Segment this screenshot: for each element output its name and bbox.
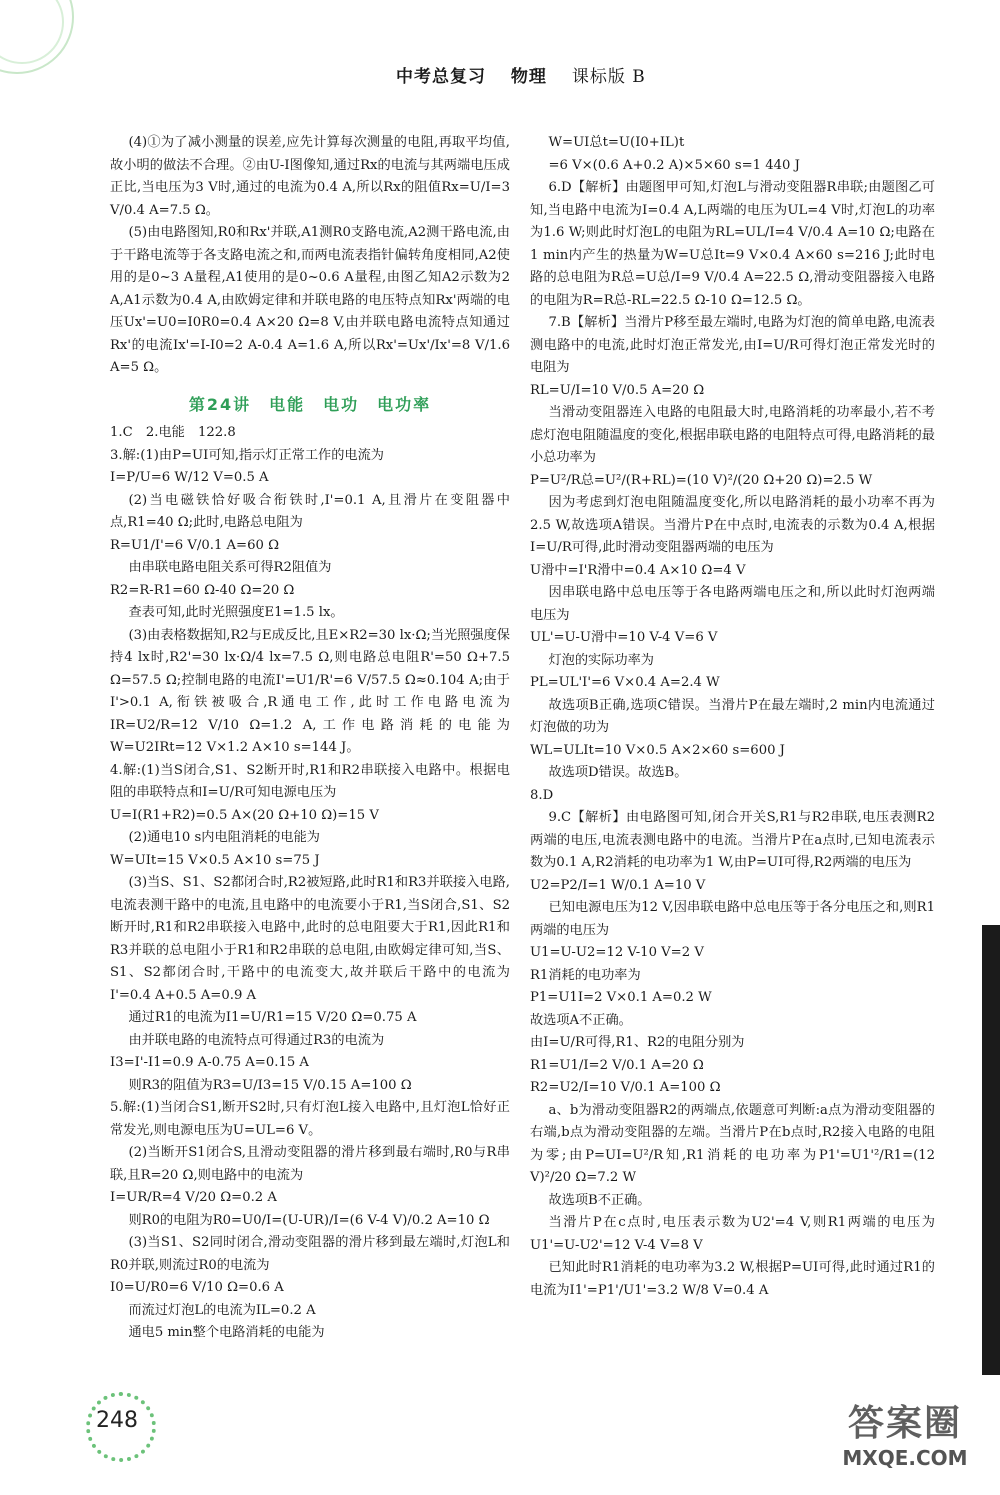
page-edge-tab	[982, 925, 1000, 1375]
formula-line: U1=U-U2=12 V-10 V=2 V	[530, 945, 704, 960]
text-line: 由并联电路的电流特点可得通过R3的电流为	[128, 1032, 385, 1048]
page-number: 248	[96, 1408, 138, 1433]
text-line: 故选项B不正确。	[548, 1192, 651, 1208]
running-header	[396, 62, 664, 87]
text-line: 已知电源电压为12 V,因串联电路中总电压等于各分电压之和,则R1两端的电压为	[530, 900, 935, 938]
text-line: 3.解:(1)由P=UI可知,指示灯正常工作的电流为	[110, 447, 384, 463]
text-line: 而流过灯泡L的电流为IL=0.2 A	[128, 1302, 316, 1318]
formula-line: P1=U1I=2 V×0.1 A=0.2 W	[530, 990, 712, 1005]
formula-line: I3=I'-I1=0.9 A-0.75 A=0.15 A	[110, 1055, 309, 1070]
text-line: (2)当断开S1闭合S,且滑动变阻器的滑片移到最右端时,R0与R串联,且R=20 Ω,则电路中的电流为	[110, 1145, 510, 1183]
text-line: (5)由电路图知,R0和Rx'并联,A1测R0支路电流,A2测干路电流,由于干路电流等于各支路电流之和,而两电流表指针偏转角度相同,A2使用的是0~3 A量程,A1使用的是0~0.6 A量程,由图乙知A2示数为2 A,A1示数为0.4 A,由欧姆定律和并联电路的电压特点知Rx'两端的电压Ux'=U0=I0R0=0.4 A×20 Ω=8 V,由并联电路电流特点知通过Rx'的电流Ix'=I-I0=2 A-0.4 A=1.6 A,所以Rx'=Ux'/Ix'=8 V/1.6 A=5 Ω。	[110, 225, 515, 375]
header-book: 中考总复习	[396, 67, 486, 87]
text-line: R1消耗的电功率为	[530, 967, 641, 983]
formula-line: W=UIt=15 V×0.5 A×10 s=75 J	[110, 852, 320, 868]
text-line: 当滑动变阻器连入电路的电阻最大时,电路消耗的功率最小,若不考虑灯泡电阻随温度的变化,根据串联电路的电阻特点可得,电路消耗的最小总功率为	[530, 405, 935, 465]
text-line: 因串联电路中总电压等于各电路两端电压之和,所以此时灯泡两端电压为	[530, 585, 935, 623]
text-line: 6.D【解析】由题图甲可知,灯泡L与滑动变阻器R串联;由题图乙可知,当电路中电流为I=0.4 A,L两端的电压为UL=4 V时,灯泡L的功率为1.6 W;则此时灯泡L的电阻为RL=UL/I=4 V/0.4 A=10 Ω;电路在1 min内产生的热量为W=U总It=9 V×0.4 A×60 s=216 J;此时电路的总电阻为R总=U总/I=9 V/0.4 A=22.5 Ω,滑动变阻器接入电路的电阻为R=R总-RL=22.5 Ω-10 Ω=12.5 Ω。	[530, 180, 935, 308]
text-line: 由I=U/R可得,R1、R2的电阻分别为	[530, 1035, 745, 1050]
text-line: 由串联电路电阻关系可得R2阻值为	[128, 560, 332, 575]
right-column	[530, 132, 940, 1302]
text-line: 已知此时R1消耗的电功率为3.2 W,根据P=UI可得,此时通过R1的电流为I1'=P1'/U1'=3.2 W/8 V=0.4 A	[530, 1260, 935, 1298]
text-line: (3)当S1、S2同时闭合,滑动变阻器的滑片移到最左端时,灯泡L和R0并联,则流过R0的电流为	[110, 1235, 510, 1273]
formula-line: R=U1/I'=6 V/0.1 A=60 Ω	[110, 537, 280, 553]
left-column	[110, 132, 515, 1345]
formula-line: PL=UL'I'=6 V×0.4 A=2.4 W	[530, 675, 720, 690]
header-subject: 物理	[510, 67, 547, 87]
text-line: (3)当S、S1、S2都闭合时,R2被短路,此时R1和R3并联接入电路,电流表测干路中的电流,且电路中的电流要小于R1,当S闭合,S1、S2断开时,R1和R2串联接入电路中,此时的总电阻要大于R1,因此R1和R3并联的总电阻小于R1和R2串联的总电阻,由欧姆定律可知,当S、S1、S2都闭合时,干路中的电流变大,故并联后干路中的电流为I'=0.4 A+0.5 A=0.9 A	[110, 875, 510, 1003]
watermark-logo	[820, 1395, 990, 1470]
formula-line: R1=U1/I=2 V/0.1 A=20 Ω	[530, 1057, 704, 1073]
text-line: 5.解:(1)当闭合S1,断开S2时,只有灯泡L接入电路中,且灯泡L恰好正常发光,则电源电压为U=UL=6 V。	[110, 1100, 510, 1138]
formula-line: R2=U2/I=10 V/0.1 A=100 Ω	[530, 1080, 721, 1095]
formula-line: R2=R-R1=60 Ω-40 Ω=20 Ω	[110, 582, 295, 598]
text-line: 查表可知,此时光照强度E1=1.5 lx。	[128, 605, 344, 620]
text-line: 8.D	[530, 787, 554, 803]
header-version: 课标版 B	[571, 67, 646, 87]
formula-line: P=U²/R总=U²/(R+RL)=(10 V)²/(20 Ω+20 Ω)=2.5 W	[530, 472, 873, 488]
formula-line: I=UR/R=4 V/20 Ω=0.2 A	[110, 1190, 277, 1205]
watermark-url: MXQE.COM	[842, 1446, 968, 1470]
formula-line: RL=U/I=10 V/0.5 A=20 Ω	[530, 382, 705, 398]
formula-line: U=I(R1+R2)=0.5 A×(20 Ω+10 Ω)=15 V	[110, 807, 379, 823]
formula-line: U滑中=I'R滑中=0.4 A×10 Ω=4 V	[530, 562, 746, 578]
formula-line: W=UI总t=U(I0+IL)t	[548, 135, 685, 150]
watermark-glyphs: 答案圈	[847, 1403, 962, 1444]
text-line: 故选项B正确,选项C错误。当滑片P在最左端时,2 min内电流通过灯泡做的功为	[530, 697, 935, 735]
text-line: 通电5 min整个电路消耗的电能为	[128, 1325, 325, 1340]
formula-line: I0=U/R0=6 V/10 Ω=0.6 A	[110, 1280, 284, 1295]
text-line: 故选项A不正确。	[530, 1012, 632, 1028]
formula-line: I=P/U=6 W/12 V=0.5 A	[110, 470, 269, 485]
text-line: 则R3的阻值为R3=U/I3=15 V/0.15 A=100 Ω	[128, 1077, 412, 1093]
text-line: 当滑片P在c点时,电压表示数为U2'=4 V,则R1两端的电压为U1'=U-U2'=12 V-4 V=8 V	[530, 1215, 935, 1253]
text-line: (3)由表格数据知,R2与E成反比,且E×R2=30 lx·Ω;当光照强度保持4 lx时,R2'=30 lx·Ω/4 lx=7.5 Ω,则电路总电阻R'=50 Ω+7.5 Ω=57.5 Ω;控制电路的电流I'=U1/R'=6 V/57.5 Ω≈0.104 A;由于I'>0.1 A,衔铁被吸合,R通电工作,此时工作电路电流为IR=U2/R=12 V/10 Ω=1.2 A,工作电路消耗的电能为W=U2IRt=12 V×1.2 A×10 s=144 J。	[110, 627, 515, 755]
text-line: (2)通电10 s内电阻消耗的电能为	[128, 830, 320, 845]
text-line: 故选项D错误。故选B。	[548, 765, 688, 780]
text-line: 因为考虑到灯泡电阻随温度变化,所以电路消耗的最小功率不再为2.5 W,故选项A错误。当滑片P在中点时,电流表的示数为0.4 A,根据I=U/R可得,此时滑动变阻器两端的电压为	[530, 495, 935, 555]
text-line: 则R0的电阻为R0=U0/I=(U-UR)/I=(6 V-4 V)/0.2 A=10 Ω	[128, 1212, 490, 1228]
text-line: (2)当电磁铁恰好吸合衔铁时,I'=0.1 A,且滑片在变阻器中点,R1=40 Ω;此时,电路总电阻为	[110, 492, 510, 530]
text-line: a、b为滑动变阻器R2的两端点,依题意可判断:a点为滑动变阻器的右端,b点为滑动变阻器的左端。当滑片P在b点时,R2接入电路的电阻为零;由P=UI=U²/R知,R1消耗的电功率为P1'=U1'²/R1=(12 V)²/20 Ω=7.2 W	[530, 1102, 940, 1185]
text-line: 通过R1的电流为I1=U/R1=15 V/20 Ω=0.75 A	[128, 1010, 417, 1025]
text-line: 7.B【解析】当滑片P移至最左端时,电路为灯泡的简单电路,电流表测电路中的电流,此时灯泡正常发光,由I=U/R可得灯泡正常发光时的电阻为	[530, 315, 935, 375]
formula-line: UL'=U-U滑中=10 V-4 V=6 V	[530, 630, 718, 645]
section-title: 第24讲 电能 电功 电功率	[188, 394, 432, 414]
formula-line: U2=P2/I=1 W/0.1 A=10 V	[530, 877, 706, 893]
text-line: 灯泡的实际功率为	[548, 652, 654, 668]
text-line: (4)①为了减小测量的误差,应先计算每次测量的电阻,再取平均值,故小明的做法不合理。②由U-I图像知,通过Rx的电流与其两端电压成正比,当电压为3 V时,通过的电流为0.4 A,所以Rx的阻值Rx=U/I=3 V/0.4 A=7.5 Ω。	[110, 135, 515, 218]
text-line: 4.解:(1)当S闭合,S1、S2断开时,R1和R2串联接入电路中。根据电阻的串联特点和I=U/R可知电源电压为	[110, 762, 510, 800]
text-line: 9.C【解析】由电路图可知,闭合开关S,R1与R2串联,电压表测R2两端的电压,电流表测电路中的电流。当滑片P在a点时,已知电流表示数为0.1 A,R2消耗的电功率为1 W,由P=UI可得,R2两端的电压为	[530, 810, 935, 870]
text-line: 1.C 2.电能 122.8	[110, 425, 236, 440]
formula-line: =6 V×(0.6 A+0.2 A)×5×60 s=1 440 J	[548, 157, 800, 173]
formula-line: WL=ULIt=10 V×0.5 A×2×60 s=600 J	[530, 742, 785, 758]
